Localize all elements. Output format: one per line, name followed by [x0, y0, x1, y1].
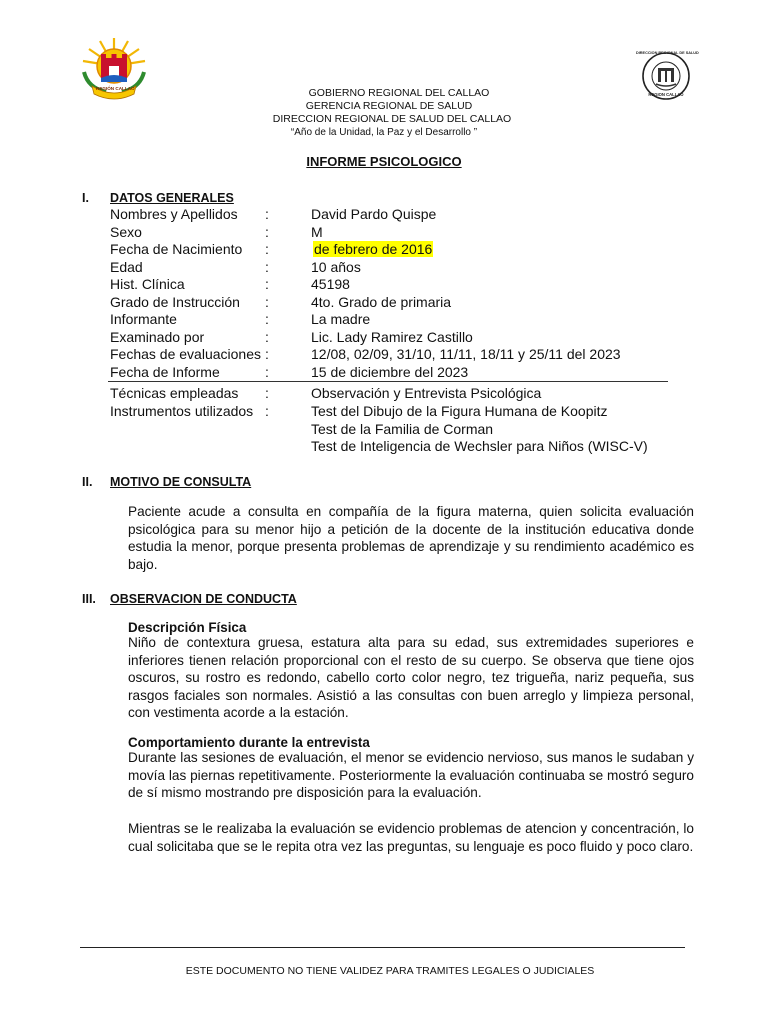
data-row-nacimiento: [110, 241, 670, 259]
data-row-edad: [110, 259, 670, 277]
row-colon: :: [265, 385, 269, 401]
row-value: Lic. Lady Ramirez Castillo: [311, 329, 473, 345]
header-line-gerencia: GERENCIA REGIONAL DE SALUD: [305, 100, 473, 112]
data-row-instrumentos-cont-1: [110, 421, 670, 439]
footer-disclaimer: ESTE DOCUMENTO NO TIENE VALIDEZ PARA TRAMITES LEGALES O JUDICIALES: [185, 965, 595, 977]
section-3-number: III.: [82, 592, 96, 606]
row-label: Examinado por: [110, 329, 205, 345]
data-row-examinado: [110, 329, 670, 347]
data-row-tecnicas: [110, 385, 670, 403]
row-label: Técnicas empleadas: [110, 385, 239, 401]
row-colon: :: [265, 403, 269, 419]
row-value: Test de Inteligencia de Wechsler para Niños (WISC-V): [311, 438, 648, 454]
row-value: M: [311, 224, 323, 240]
row-value: Test del Dibujo de la Figura Humana de Koopitz: [311, 403, 608, 419]
section-1-title: DATOS GENERALES: [110, 191, 234, 205]
header-line-motto: “Año de la Unidad, la Paz y el Desarrollo ”: [290, 127, 478, 138]
row-colon: :: [265, 329, 269, 345]
data-row-nombres: [110, 206, 670, 224]
consultation-reason-paragraph: Paciente acude a consulta en compañía de la figura materna, quien solicita evaluación psicológica para su menor hijo a petición de la docente de la institución educativa donde estudia la menor, porque presenta problemas de aprendizaje y su rendimiento académico es bajo.: [128, 504, 694, 572]
evaluation-paragraph: Mientras se le realizaba la evaluación se evidencio problemas de atencion y concentración, lo cual solicitaba que se le repita otra vez las preguntas, su lenguaje es poco fluido y poco claro.: [128, 821, 694, 854]
row-colon: :: [265, 206, 269, 222]
row-colon: :: [265, 241, 269, 257]
row-value: 12/08, 02/09, 31/10, 11/11, 18/11 y 25/11 del 2023: [311, 346, 621, 362]
logo-left-caption: REGIÓN CALLAO: [96, 86, 135, 91]
header-line-direccion: DIRECCION REGIONAL DE SALUD DEL CALLAO: [272, 113, 512, 125]
row-label: Hist. Clínica: [110, 276, 185, 292]
data-row-instrumentos: [110, 403, 670, 421]
row-value: David Pardo Quispe: [311, 206, 437, 222]
section-3-title: OBSERVACION DE CONDUCTA: [110, 592, 297, 606]
row-value: 4to. Grado de primaria: [311, 294, 452, 310]
row-colon: :: [265, 259, 269, 275]
row-colon: :: [265, 346, 269, 362]
physical-description-paragraph: Niño de contextura gruesa, estatura alta para su edad, sus extremidades superiores e inferiores tienen relación proporcional con el resto de su cuerpo. Se observa que tiene ojos oscuros, su rostro es redondo, cabello corto color negro, tez trigueña, nariz pequeña, sus rasgos faciales son normales. Asistió a las consultas con buen arreglo y limpieza personal, con vestimenta acorde a la estación.: [128, 635, 694, 721]
section-2-number: II.: [82, 475, 93, 489]
data-row-fechas-evaluaciones: [110, 346, 670, 364]
row-value: 10 años: [311, 259, 361, 275]
data-row-sexo: [110, 224, 670, 242]
seal-ring-text: DIRECCION REGIONAL DE SALUD: [636, 51, 699, 55]
report-title: INFORME PSICOLOGICO: [306, 154, 462, 169]
row-colon: :: [265, 364, 269, 380]
row-label: Informante: [110, 311, 177, 327]
seal-caption: REGION CALLAO: [648, 92, 684, 97]
row-label: Nombres y Apellidos: [110, 206, 238, 222]
birthdate-highlighted-value: de febrero de 2016: [314, 241, 433, 257]
data-row-instrumentos-cont-2: [110, 438, 670, 456]
data-row-grado: [110, 294, 670, 312]
section-1-number: I.: [82, 191, 89, 205]
row-value: 15 de diciembre del 2023: [311, 364, 469, 380]
row-label: Grado de Instrucción: [110, 294, 240, 310]
row-label: Instrumentos utilizados: [110, 403, 254, 419]
row-colon: :: [265, 224, 269, 240]
row-label: Edad: [110, 259, 143, 275]
physical-description-heading: Descripción Física: [128, 620, 247, 635]
row-value: La madre: [311, 311, 371, 327]
row-value: 45198: [311, 276, 350, 292]
data-row-historia: [110, 276, 670, 294]
footer-rule: [80, 947, 685, 948]
row-label: Fechas de evaluaciones: [110, 346, 261, 362]
behavior-paragraph: Durante las sesiones de evaluación, el menor se evidencio nervioso, sus manos le sudaban y movía las piernas repetitivamente. Posteriormente la evaluación continuaba se mostró seguro de sí mismo mostrando pre disposición para la evaluación.: [128, 750, 694, 801]
row-colon: :: [265, 276, 269, 292]
row-value: Test de la Familia de Corman: [311, 421, 494, 437]
data-separator-line: [108, 381, 668, 382]
row-label: Sexo: [110, 224, 142, 240]
section-2-title: MOTIVO DE CONSULTA: [110, 475, 252, 489]
row-colon: :: [265, 294, 269, 310]
behavior-heading: Comportamiento durante la entrevista: [128, 735, 370, 750]
row-label: Fecha de Nacimiento: [110, 241, 243, 257]
data-row-fecha-informe: [110, 364, 670, 382]
data-row-informante: [110, 311, 670, 329]
header-line-gobierno: GOBIERNO REGIONAL DEL CALLAO: [308, 87, 490, 99]
row-value: Observación y Entrevista Psicológica: [311, 385, 542, 401]
row-label: Fecha de Informe: [110, 364, 220, 380]
row-colon: :: [265, 311, 269, 327]
